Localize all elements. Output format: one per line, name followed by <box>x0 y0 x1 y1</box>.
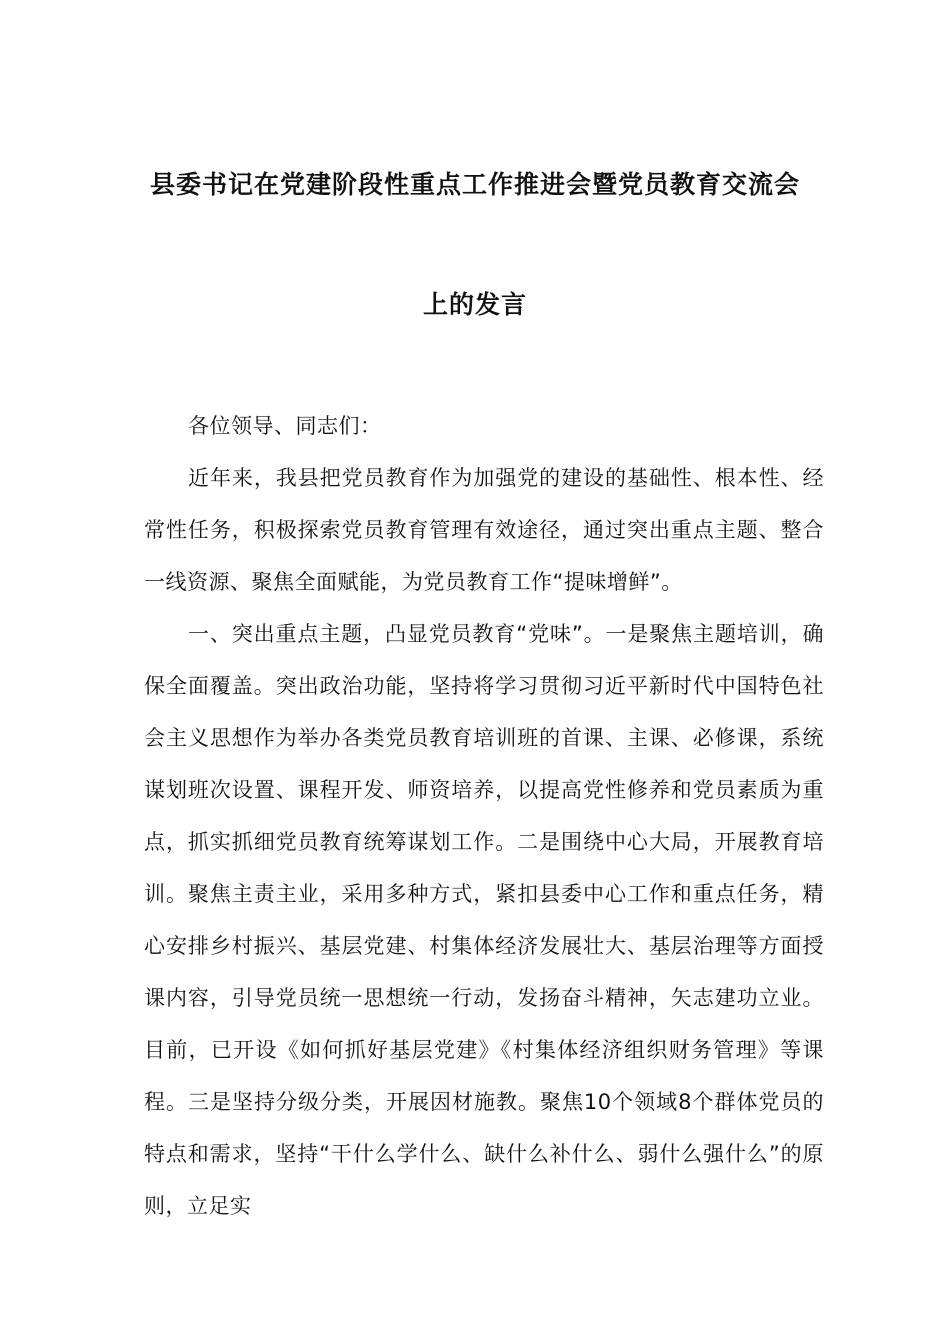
document-title-line-2: 上的发言 <box>422 290 527 319</box>
salutation: 各位领导、同志们： <box>188 414 382 438</box>
document-body <box>144 400 824 1232</box>
paragraph-section-one: 一、突出重点主题，凸显党员教育“党味”。一是聚焦主题培训，确保全面覆盖。突出政治功能，坚持将学习贯彻习近平新时代中国特色社会主义思想作为举办各类党员教育培训班的首课、主课、必修课，系统谋划班次设置、课程开发、师资培养，以提高党性修养和党员素质为重点，抓实抓细党员教育统筹谋划工作。二是围绕中心大局，开展教育培训。聚焦主责主业，采用多种方式，紧扣县委中心工作和重点任务，精心安排乡村振兴、基层党建、村集体经济发展壮大、基层治理等方面授课内容，引导党员统一思想统一行动，发扬奋斗精神，矢志建功立业。目前，已开设《如何抓好基层党建》《村集体经济组织财务管理》等课程。三是坚持分级分类，开展因材施教。聚焦10个领域8个群体党员的特点和需求，坚持“干什么学什么、缺什么补什么、弱什么强什么”的原则，立足实 <box>144 622 824 1218</box>
document-title-line-1: 县委书记在党建阶段性重点工作推进会暨党员教育交流会 <box>149 170 800 199</box>
paragraph-intro: 近年来，我县把党员教育作为加强党的建设的基础性、根本性、经常性任务，积极探索党员教育管理有效途径，通过突出重点主题、整合一线资源、聚焦全面赋能，为党员教育工作“提味增鲜”。 <box>144 466 824 594</box>
